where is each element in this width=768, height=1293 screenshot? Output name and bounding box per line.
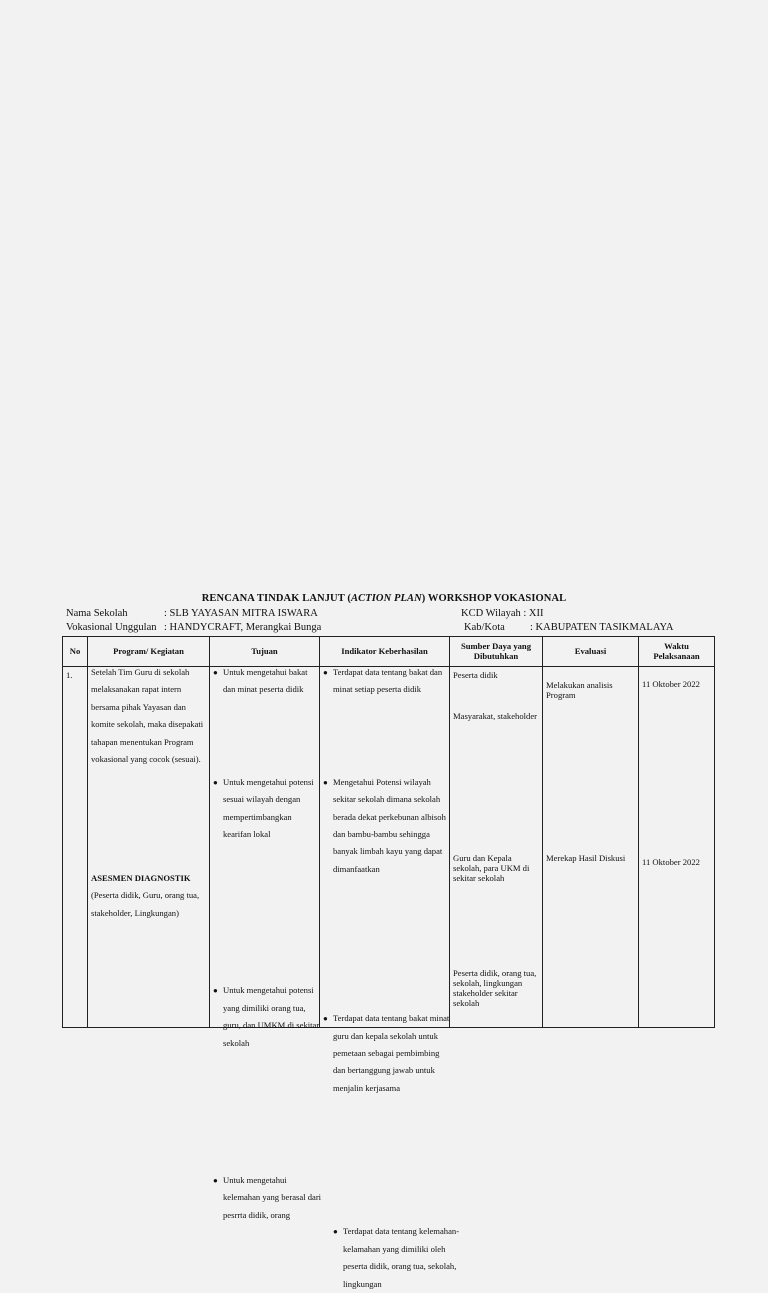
row-number: 1. [66,670,73,680]
tujuan-item: ● Untuk mengetahui potensi sesuai wilayah dengan mempertimbangkan kearifan lokal [213,774,322,844]
title-suffix: ) WORKSHOP VOKASIONAL [421,593,567,604]
waktu-item: 11 Oktober 2022 [642,679,700,689]
tujuan-item: ● Untuk mengetahui potensi yang dimiliki orang tua, guru, dan UMKM di sekitar sekolah [213,982,322,1052]
indikator-item: ● Mengetahui Potensi wilayah sekitar sekolah dimana sekolah berada dekat perkebunan albisoh dan bambu-bambu sehingga banyak limbah kayu yang dapat dimanfaatkan [323,774,452,878]
sumber-item: Masyarakat, stakeholder [453,711,537,721]
tujuan-item: ● Untuk mengetahui kelemahan yang berasal dari pesrrta didik, orang [213,1172,322,1224]
asesmen-detail: (Peserta didik, Guru, orang tua, stakeholder, Lingkungan) [91,890,200,918]
cell-no [63,667,88,1028]
cell-sumber [450,667,543,1028]
header-program: Program/ Kegiatan [88,637,210,667]
tujuan-item: ● Untuk mengetahui bakat dan minat peserta didik [213,664,322,699]
table-header-row [63,637,715,667]
vokasional-value: : HANDYCRAFT, Merangkai Bunga [164,622,322,633]
cell-evaluasi [543,667,639,1028]
nama-sekolah-value: : SLB YAYASAN MITRA ISWARA [164,608,318,619]
kabkota-label: Kab/Kota [464,622,505,633]
indikator-item: ● Terdapat data tentang kelemahan-kelamahan yang dimiliki oleh peserta didik, orang tua, sekolah, lingkungan [333,1223,462,1293]
cell-program [88,667,210,1028]
header-no: No [63,637,88,667]
program-asesmen [91,870,207,922]
header-indikator: Indikator Keberhasilan [320,637,450,667]
header-evaluasi: Evaluasi [543,637,639,667]
program-intro: Setelah Tim Guru di sekolah melaksanakan rapat intern bersama pihak Yayasan dan komite sekolah, maka disepakati tahapan menentukan Program vokasional yang cocok (sesuai). [91,667,204,765]
waktu-item: 11 Oktober 2022 [642,857,700,867]
cell-waktu [639,667,715,1028]
sumber-item: Guru dan Kepala sekolah, para UKM di sekitar sekolah [453,853,530,883]
cell-indikator [320,667,460,1289]
kcd-wilayah: KCD Wilayah : XII [461,608,544,619]
table-row [63,667,715,1028]
header-sumber: Sumber Daya yang Dibutuhkan [450,637,543,667]
sumber-item: Peserta didik, orang tua, sekolah, lingkungan stakeholder sekitar sekolah [453,968,537,1008]
evaluasi-item: Merekap Hasil Diskusi [546,853,626,863]
header-tujuan: Tujuan [210,637,320,667]
evaluasi-item: Melakukan analisis Program [546,680,613,700]
title-italic: ACTION PLAN [350,593,422,604]
asesmen-title: ASESMEN DIAGNOSTIK [91,873,191,883]
cell-tujuan [210,667,322,1220]
nama-sekolah-label: Nama Sekolah [66,608,128,619]
vokasional-label: Vokasional Unggulan [66,622,157,633]
sumber-item: Peserta didik [453,670,498,680]
document-title [0,593,768,604]
indikator-item: ● Terdapat data tentang bakat dan minat setiap peserta didik [323,664,452,699]
indikator-item: ● Terdapat data tentang bakat minat guru dan kepala sekolah untuk pemetaan sebagai pembimbing dan bertanggung jawab untuk menjalin kerjasama [323,1010,452,1097]
title-prefix: RENCANA TINDAK LANJUT ( [201,593,351,604]
action-plan-table [62,636,715,1289]
header-waktu: Waktu Pelaksanaan [639,637,715,667]
kabkota-value: : KABUPATEN TASIKMALAYA [530,622,674,633]
